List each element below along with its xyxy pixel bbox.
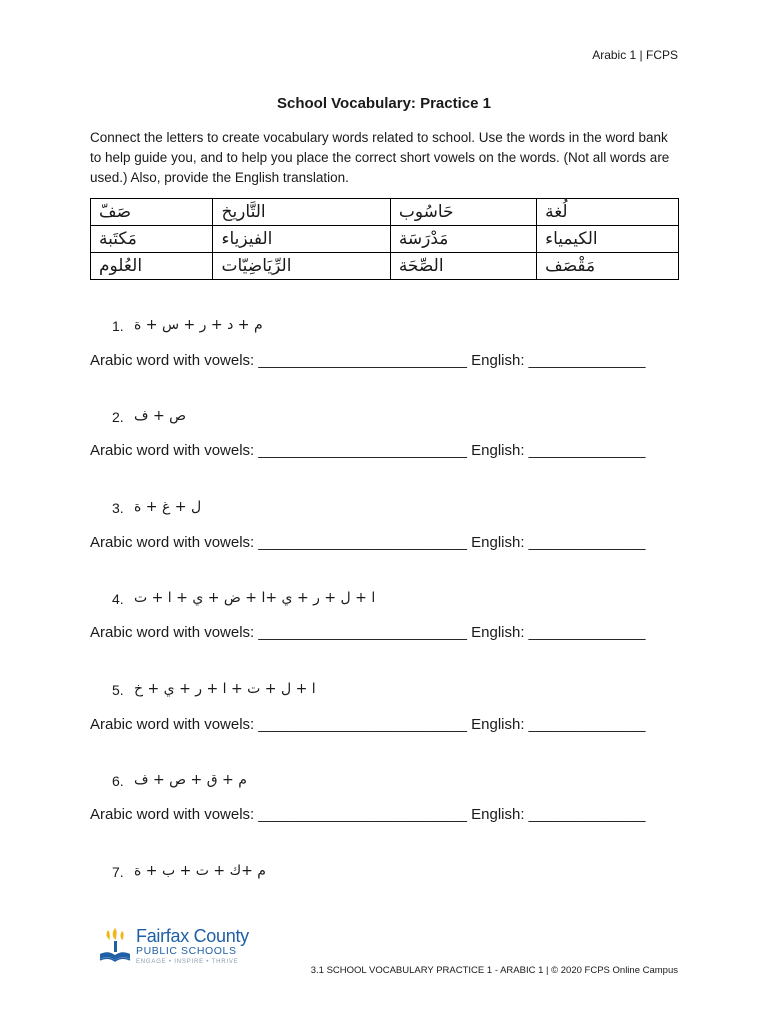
english-answer-blank[interactable]: ______________ [528,716,646,733]
word-bank-cell: الكيمياء [537,226,679,253]
exercise-number: 2. [112,409,124,425]
arabic-label: Arabic word with vowels: [90,442,259,459]
logo-name: Fairfax County [136,926,249,946]
exercise-letters: ص + ف [134,408,187,424]
fcps-logo [98,927,249,965]
torch-book-icon [98,928,132,964]
english-answer-blank[interactable]: ______________ [528,442,646,459]
exercise-letters: م + ق + ص + ف [134,772,247,788]
arabic-answer-blank[interactable]: _________________________ [258,352,467,369]
arabic-answer-blank[interactable]: _________________________ [258,534,467,551]
arabic-label: Arabic word with vowels: [90,624,259,641]
english-answer-blank[interactable]: ______________ [528,806,646,823]
exercise-letters: م +ك + ت + ب + ة [134,863,266,879]
answer-line [90,716,645,733]
arabic-answer-blank[interactable]: _________________________ [258,716,467,733]
arabic-label: Arabic word with vowels: [90,534,259,551]
english-answer-blank[interactable]: ______________ [528,352,646,369]
word-bank-cell: مَكتَبة [91,226,213,253]
exercise-letters: ا + ل + ر + ي +ا + ض + ي + ا + ت [134,590,376,606]
exercise-number: 7. [112,864,124,880]
arabic-label: Arabic word with vowels: [90,352,259,369]
course-header: Arabic 1 | FCPS [592,48,678,62]
answer-line [90,534,645,551]
word-bank-cell: الفيزياء [213,226,390,253]
answer-line [90,806,645,823]
exercise-number: 6. [112,773,124,789]
word-bank-table [90,198,679,280]
word-bank-row [91,199,679,226]
exercise-number: 5. [112,682,124,698]
page-title: School Vocabulary: Practice 1 [277,95,491,112]
instructions: Connect the letters to create vocabulary words related to school. Use the words in the word bank to help guide you, and to help you place the correct short vowels on the words. (Not all words are used.) Also, provide the English translation. [90,130,670,185]
english-label: English: [466,716,529,733]
arabic-answer-blank[interactable]: _________________________ [258,624,467,641]
exercise-letters: م + د + ر + س + ة [134,317,263,333]
logo-tagline: ENGAGE • INSPIRE • THRIVE [136,958,239,965]
logo-subtitle: PUBLIC SCHOOLS [136,945,237,957]
answer-line [90,624,645,641]
english-label: English: [466,352,529,369]
arabic-label: Arabic word with vowels: [90,716,259,733]
word-bank-cell: التَّاريخ [213,199,390,226]
arabic-answer-blank[interactable]: _________________________ [258,806,467,823]
exercise-letters: ا + ل + ت + ا + ر + ي + خ [134,681,316,697]
word-bank-cell: لُغة [537,199,679,226]
arabic-label: Arabic word with vowels: [90,806,259,823]
english-answer-blank[interactable]: ______________ [528,534,646,551]
word-bank-cell: حَاسُوب [390,199,536,226]
word-bank-row [91,226,679,253]
word-bank-cell: مَدْرَسَة [390,226,536,253]
exercise-number: 1. [112,318,124,334]
english-label: English: [466,442,529,459]
exercise-number: 3. [112,500,124,516]
word-bank-row [91,253,679,280]
answer-line [90,352,645,369]
exercise-letters: ل + غ + ة [134,499,202,515]
word-bank-cell: صَفّ [91,199,213,226]
word-bank-cell: الصِّحَة [390,253,536,280]
answer-line [90,442,645,459]
word-bank-cell: العُلوم [91,253,213,280]
exercise-number: 4. [112,591,124,607]
english-label: English: [466,624,529,641]
english-answer-blank[interactable]: ______________ [528,624,646,641]
word-bank-cell: مَقْصَف [537,253,679,280]
english-label: English: [466,534,529,551]
english-label: English: [466,806,529,823]
arabic-answer-blank[interactable]: _________________________ [258,442,467,459]
word-bank-cell: الرِّيَاضِيّات [213,253,390,280]
page-footer: 3.1 SCHOOL VOCABULARY PRACTICE 1 - ARABIC 1 | © 2020 FCPS Online Campus [310,965,678,976]
